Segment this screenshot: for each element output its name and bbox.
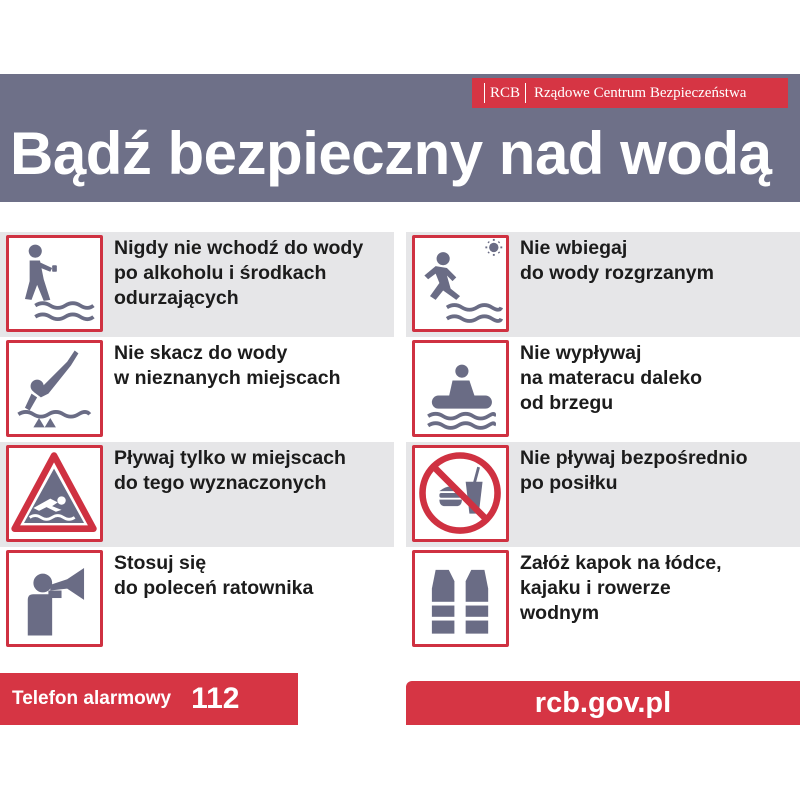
rule-text: Nie pływaj bezpośrednio po posiłku — [520, 447, 748, 494]
page-title: Bądź bezpieczny nad wodą — [10, 120, 772, 187]
rules-left-column — [0, 232, 394, 652]
phone-number[interactable]: 112 — [191, 682, 240, 715]
rule-text: Załóż kapok na łódce, kajaku i rowerze wodnym — [520, 552, 722, 624]
rules-right-column — [406, 232, 800, 652]
rule-row — [0, 337, 394, 442]
running-sun-water-icon — [412, 235, 509, 332]
rule-text: Nie wypływaj na materacu daleko od brzegu — [520, 342, 703, 414]
rcb-abbr: RCB — [484, 83, 526, 103]
website-link[interactable]: rcb.gov.pl — [406, 681, 800, 725]
emergency-phone-banner — [0, 673, 298, 725]
rule-text: Nie skacz do wody w nieznanych miejscach — [114, 342, 341, 389]
life-vest-icon — [412, 550, 509, 647]
rule-row — [406, 337, 800, 442]
rule-text: Nie wbiegaj do wody rozgrzanym — [520, 237, 714, 284]
rule-row — [406, 442, 800, 547]
rule-text: Pływaj tylko w miejscach do tego wyznaczonych — [114, 447, 346, 494]
rule-row — [406, 547, 800, 652]
rcb-name: Rządowe Centrum Bezpieczeństwa — [534, 84, 747, 101]
rule-row — [0, 232, 394, 337]
rcb-badge — [472, 78, 788, 108]
diving-person-icon — [6, 340, 103, 437]
rule-text: Stosuj się do poleceń ratownika — [114, 552, 314, 599]
phone-label: Telefon alarmowy — [12, 688, 172, 709]
air-mattress-icon — [412, 340, 509, 437]
drunk-person-water-icon — [6, 235, 103, 332]
lifeguard-megaphone-icon — [6, 550, 103, 647]
rule-row — [406, 232, 800, 337]
swimmer-warning-sign-icon — [6, 445, 103, 542]
rule-text: Nigdy nie wchodź do wody po alkoholu i środkach odurzających — [114, 237, 364, 309]
rule-row — [0, 547, 394, 652]
no-eating-icon — [412, 445, 509, 542]
rule-row — [0, 442, 394, 547]
